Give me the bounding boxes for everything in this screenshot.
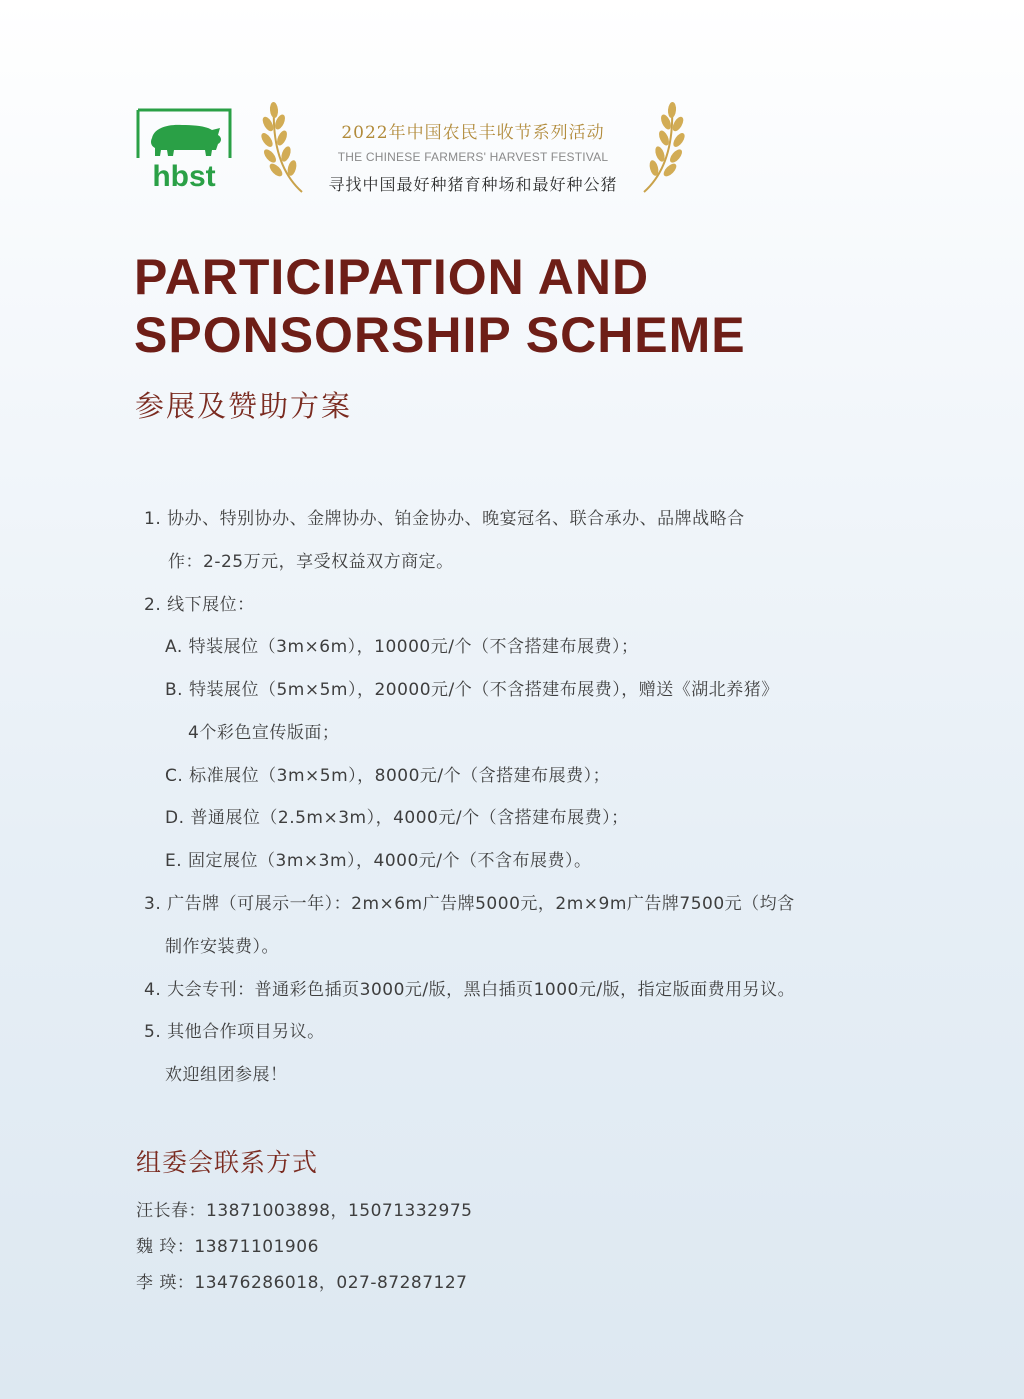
- list-item: 4个彩色宣传版面；: [188, 723, 340, 743]
- contact-line: 汪长春：13871003898，15071332975: [136, 1201, 473, 1221]
- list-item: D. 普通展位（2.5m×3m），4000元/个（含搭建布展费）；: [165, 808, 629, 828]
- list-item: E. 固定展位（3m×3m），4000元/个（不含布展费）。: [165, 851, 592, 871]
- festival-subtitle-cn: 寻找中国最好种猪育种场和最好种公猪: [328, 175, 618, 194]
- hbst-logo: [136, 108, 232, 188]
- festival-banner: [258, 100, 688, 200]
- page-title: [134, 248, 746, 364]
- wheat-icon: [258, 100, 308, 196]
- list-item: 作：2-25万元，享受权益双方商定。: [168, 552, 454, 572]
- title-line-2: SPONSORSHIP SCHEME: [134, 307, 746, 363]
- list-item: 3. 广告牌（可展示一年）：2m×6m广告牌5000元，2m×9m广告牌7500元（均含: [144, 894, 795, 914]
- list-item: 欢迎组团参展！: [165, 1065, 288, 1085]
- logo-text: hbst: [152, 160, 216, 188]
- list-item: 4. 大会专刊：普通彩色插页3000元/版，黑白插页1000元/版，指定版面费用另议。: [144, 980, 796, 1000]
- page-subtitle-cn: 参展及赞助方案: [135, 389, 353, 423]
- wheat-icon: [638, 100, 688, 196]
- contact-line: 魏 玲：13871101906: [136, 1237, 319, 1257]
- list-item: 5. 其他合作项目另议。: [144, 1022, 325, 1042]
- pig-icon: [136, 108, 232, 188]
- festival-title-cn: 2022年中国农民丰收节系列活动: [341, 123, 605, 143]
- contact-line: 李 瑛：13476286018，027-87287127: [136, 1273, 468, 1293]
- list-item: A. 特装展位（3m×6m），10000元/个（不含搭建布展费）；: [165, 637, 639, 657]
- list-item: 2. 线下展位：: [144, 595, 255, 615]
- list-item: 1. 协办、特别协办、金牌协办、铂金协办、晚宴冠名、联合承办、品牌战略合: [144, 509, 745, 529]
- title-line-1: PARTICIPATION AND: [134, 249, 650, 305]
- festival-title-en: THE CHINESE FARMERS' HARVEST FESTIVAL: [337, 150, 609, 164]
- list-item: 制作安装费）。: [165, 937, 279, 957]
- contact-heading: 组委会联系方式: [136, 1148, 319, 1177]
- list-item: B. 特装展位（5m×5m），20000元/个（不含搭建布展费），赠送《湖北养猪》: [165, 680, 779, 700]
- list-item: C. 标准展位（3m×5m），8000元/个（含搭建布展费）；: [165, 766, 611, 786]
